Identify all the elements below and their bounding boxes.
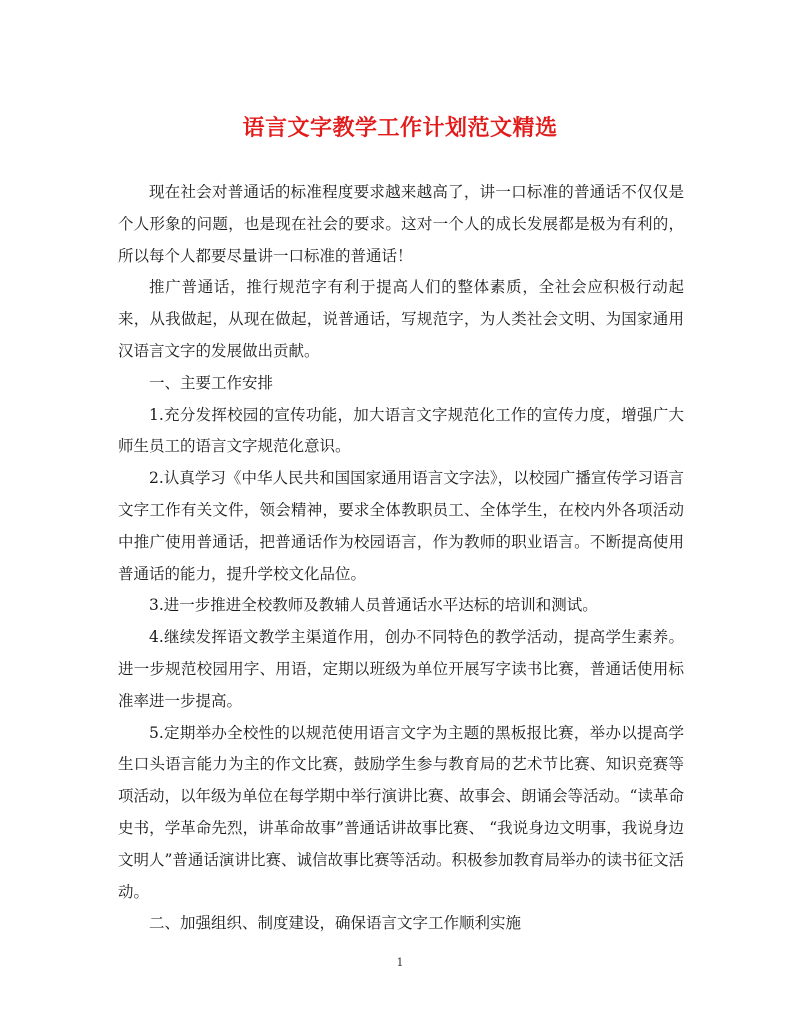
paragraph-item-3: 3.进一步推进全校教师及教辅人员普通话水平达标的培训和测试。 [149,596,598,615]
paragraph-item-1: 1.充分发挥校园的宣传功能，加大语言文字规范化工作的宣传力度，增强广大师生员工的语言文字规范化意识。 [118,405,684,456]
paragraph-item-4: 4.继续发挥语文教学主渠道作用，创办不同特色的教学活动，提高学生素养。进一步规范校园用字、用语，定期以班级为单位开展写字读书比赛，普通话使用标准率进一步提高。 [118,628,684,710]
section-heading-main-work: 一、主要工作安排 [149,373,274,392]
paragraph-intro: 现在社会对普通话的标准程度要求越来越高了，讲一口标准的普通话不仅仅是个人形象的问题，也是现在社会的要求。这对一个人的成长发展都是极为有利的，所以每个人都要尽量讲一口标准的普通话！ [118,183,684,265]
paragraph-item-2: 2.认真学习《中华人民共和国国家通用语言文字法》，以校园广播宣传学习语言文字工作有关文件，领会精神，要求全体教职员工、全体学生，在校内外各项活动中推广使用普通话，把普通话作为校园语言，作为教师的职业语言。不断提高使用普通话的能力，提升学校文化品位。 [118,469,684,583]
section-heading-organization: 二、加强组织、制度建设，确保语言文字工作顺利实施 [149,914,522,933]
paragraph-promotion: 推广普通话，推行规范字有利于提高人们的整体素质，全社会应积极行动起来，从我做起，从现在做起，说普通话，写规范字，为人类社会文明、为国家通用汉语言文字的发展做出贡献。 [118,278,684,360]
page-number: 1 [396,956,404,969]
paragraph-item-5: 5.定期举办全校性的以规范使用语言文字为主题的黑板报比赛，举办以提高学生口头语言能力为主的作文比赛，鼓励学生参与教育局的艺术节比赛、知识竞赛等项活动，以年级为单位在每学期中举行演讲比赛、故事会、朗诵会等活动。“读革命史书，学革命先烈，讲革命故事”普通话讲故事比赛、 “我说身边文明事，我说身边文明人”普通话演讲比赛、诚信故事比赛等活动。积极参加教育局举办的读书征文活动。 [118,723,684,901]
document-title: 语言文字教学工作计划范文精选 [242,115,558,141]
document-body [118,177,684,940]
